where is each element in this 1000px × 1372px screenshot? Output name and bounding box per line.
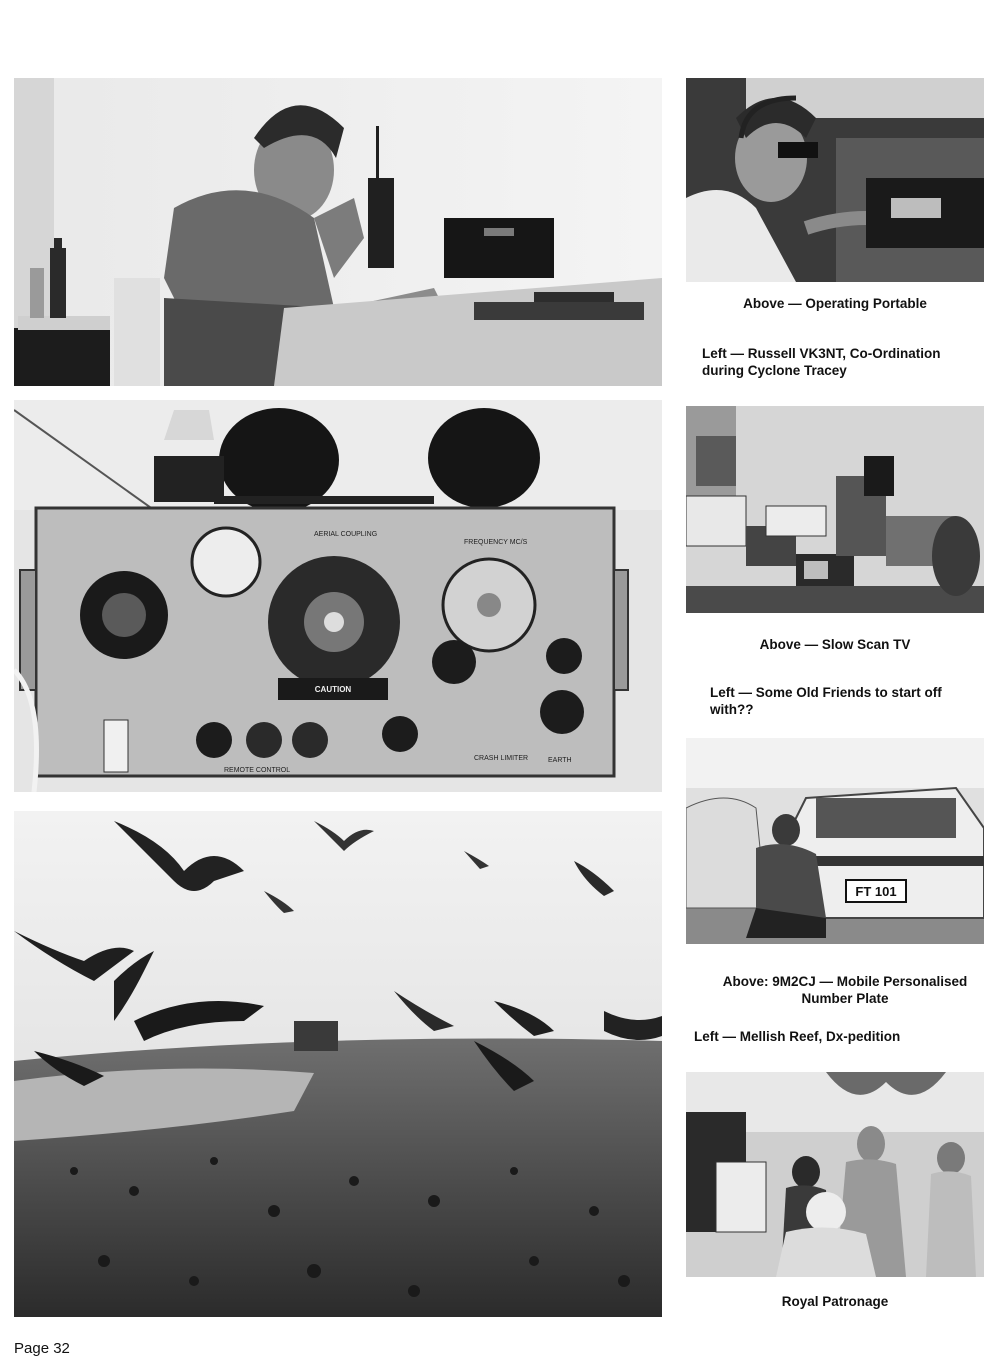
caption-operating-portable: Above — Operating Portable — [743, 296, 927, 311]
photo-slow-scan-tv — [686, 406, 984, 613]
caption-royal-patronage: Royal Patronage — [781, 1294, 889, 1309]
caption-mellish-reef: Left — Mellish Reef, Dx-pedition — [694, 1029, 901, 1044]
caption-russell-vk3nt: Left — Russell VK3NT, Co-Ordination during Cyclone Tracey — [702, 346, 941, 378]
panel-label-remote-control: REMOTE CONTROL — [224, 767, 291, 774]
caution-plate-text: CAUTION — [314, 685, 352, 694]
photo-russell-vk3nt — [14, 78, 662, 386]
photo-operating-portable — [686, 78, 984, 282]
photo-mellish-reef-birds — [14, 811, 662, 1317]
number-plate-text: FT 101 — [855, 884, 897, 899]
panel-label-crash-limiter: CRASH LIMITER — [474, 755, 529, 762]
photo-royal-patronage — [686, 1072, 984, 1277]
panel-label-earth: EARTH — [548, 757, 572, 764]
panel-label-aerial-coupling: AERIAL COUPLING — [314, 531, 378, 538]
caption-slow-scan-tv: Above — Slow Scan TV — [759, 637, 911, 652]
panel-label-frequency: FREQUENCY MC/S — [464, 539, 528, 546]
photo-old-friends-radio-panel — [14, 400, 662, 792]
page-number: Page 32 — [14, 1340, 70, 1357]
caption-9m2cj: Above: 9M2CJ — Mobile Personalised Number Plate — [722, 974, 968, 1006]
photo-9m2cj-number-plate — [686, 738, 984, 944]
caption-old-friends: Left — Some Old Friends to start off with?? — [710, 685, 942, 717]
